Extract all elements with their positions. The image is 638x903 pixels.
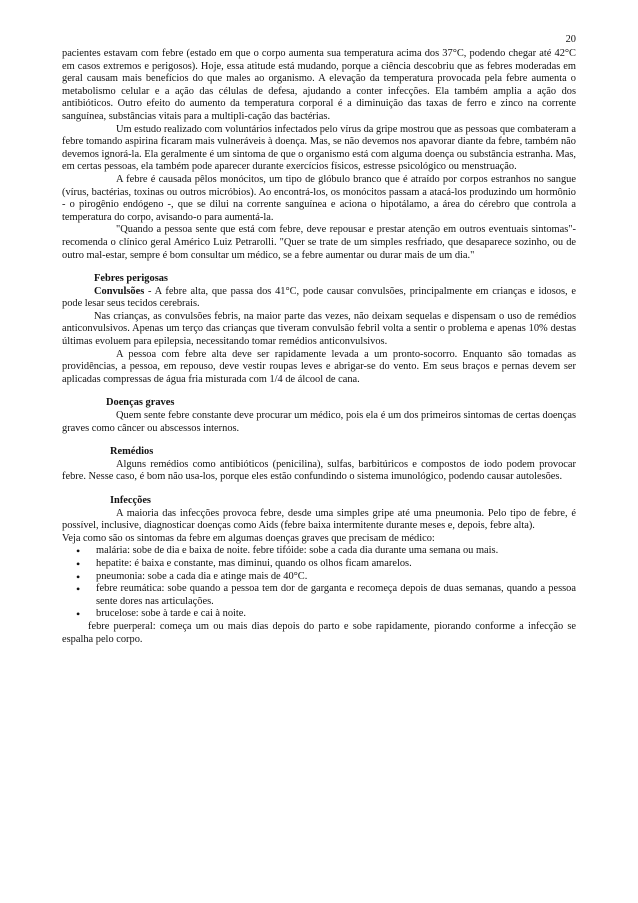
paragraph-fever-benefits: pacientes estavam com febre (estado em que o corpo aumenta sua temperatura acima dos 37°C, podendo chegar até 42°C em casos extremos e perigosos). Hoje, essa atitude está mudando, porque a ciência descobriu que as febres moderadas em geral causam mais benefícios do que males ao organismo. A elevação da temperatura provocada pela febre aumenta o metabolismo celular e a ação das células de defesa, ajudando a conter infecções. Ela também amplia a ação dos antibióticos. Outro efeito do aumento da temperatura corporal é a diminuição das taxas de ferro e zinco na corrente sanguínea, substâncias vitais para a multipli-cação das bactérias. xyxy=(62,48,576,122)
paragraph-remedios: Alguns remédios como antibióticos (penicilina), sulfas, barbitúricos e compostos de iodo podem provocar febre. Nesse caso, é bom não usa-los, porque eles estão confundindo o sistema imunológico, podendo causar autolesões. xyxy=(62,458,576,483)
symptoms-list xyxy=(62,545,576,621)
list-item: • pneumonia: sobe a cada dia e atinge mais de 40°C. xyxy=(62,571,576,584)
document-body xyxy=(62,48,576,646)
heading-infeccoes: Infecções xyxy=(110,495,151,506)
heading-remedios: Remédios xyxy=(110,446,154,458)
list-item: • hepatite: é baixa e constante, mas diminui, quando os olhos ficam amarelos. xyxy=(62,558,576,571)
paragraph-fever-cause: A febre é causada pêlos monócitos, um tipo de glóbulo branco que é atraído por corpos estranhos no sangue (vírus, bactérias, toxinas ou outros micróbios). Ao encontrá-los, os monócitos passam a atacá-los produzindo um hormônio - o pirogênio endógeno -, que se dilui na corrente sanguínea e aciona o hipotálamo, a área do cérebro que controla a temperatura do corpo, avisando-o para aumentá-la. xyxy=(62,173,576,223)
page-number: 20 xyxy=(565,34,576,45)
list-item: • brucelose: sobe à tarde e cai à noite. xyxy=(62,608,576,621)
label-convulsoes: Convulsões xyxy=(94,285,145,297)
list-item: • malária: sobe de dia e baixa de noite. febre tifóide: sobe a cada dia durante uma semana ou mais. xyxy=(62,545,576,558)
paragraph-doencas-graves: Quem sente febre constante deve procurar um médico, pois ela é um dos primeiros sintomas de certas doenças graves como câncer ou abscessos internos. xyxy=(62,410,576,434)
paragraph-convulsoes xyxy=(62,286,576,311)
heading-doencas-graves: Doenças graves xyxy=(106,397,175,409)
paragraph-symptoms-intro: Veja como são os sintomas da febre em algumas doenças graves que precisam de médico: xyxy=(62,532,435,544)
paragraph-criancas: Nas crianças, as convulsões febris, na maior parte das vezes, não deixam sequelas e dispensam o uso de remédios anticonvulsivos. Apenas um terço das crianças que tiveram convulsão febril volta a sentir o problema e apenas 10% destas últimas evoluem para epilepsia, necessitando tomar remédios anticonvulsivos. xyxy=(62,310,576,348)
heading-febres-perigosas: Febres perigosas xyxy=(94,273,168,285)
paragraph-flu-study: Um estudo realizado com voluntários infectados pelo vírus da gripe mostrou que as pessoas que combateram a febre tomando aspirina ficaram mais vulneráveis à doença. Mas, se não devemos nos apavorar diante da febre, também não devemos ignorá-la. Ela geralmente é um sintoma de que o organismo está com alguma doença ou substância estranha. Mas, em certas pessoas, ela também pode aparecer durante exercícios físicos, estresse psicológico ou menstruação. xyxy=(62,123,576,173)
list-item: • febre reumática: sobe quando a pessoa tem dor de garganta e recomeça depois de duas semanas, quando a pessoa sente dores nas articulações. xyxy=(62,583,576,608)
paragraph-pronto-socorro: A pessoa com febre alta deve ser rapidamente levada a um pronto-socorro. Enquanto são tomadas as providências, a pessoa, em repouso, deve vestir roupas leves e abrigar-se do vento. Em seus braços e pernas devem ser aplicadas compressas de água fria misturada com 1/4 de álcool de cana. xyxy=(62,348,576,385)
paragraph-doctor-quote: "Quando a pessoa sente que está com febre, deve repousar e prestar atenção em outros eventuais sintomas"- recomenda o clínico geral Américo Luiz Petrarolli. "Quer se trate de um simples resfriado, que desaparece sozinho, ou de outro mal-estar, sempre é bom consultar um médico, se a febre aumentar ou durar mais de um dia." xyxy=(62,224,576,261)
paragraph-infeccoes: A maioria das infecções provoca febre, desde uma simples gripe até uma pneumonia. Pelo tipo de febre, é possível, inclusive, diagnosticar doenças como Aids (febre baixa intermitente durante meses e, depois, febre alta). xyxy=(62,507,576,532)
paragraph-febre-puerperal: febre puerperal: começa um ou mais dias depois do parto e sobe rapidamente, piorando conforme a infecção se espalha pelo corpo. xyxy=(62,620,576,645)
text-convulsoes: - A febre alta, que passa dos 41°C, pode causar convulsões, principalmente em crianças e idosos, e pode lesar seus tecidos cerebrais. xyxy=(62,285,576,310)
